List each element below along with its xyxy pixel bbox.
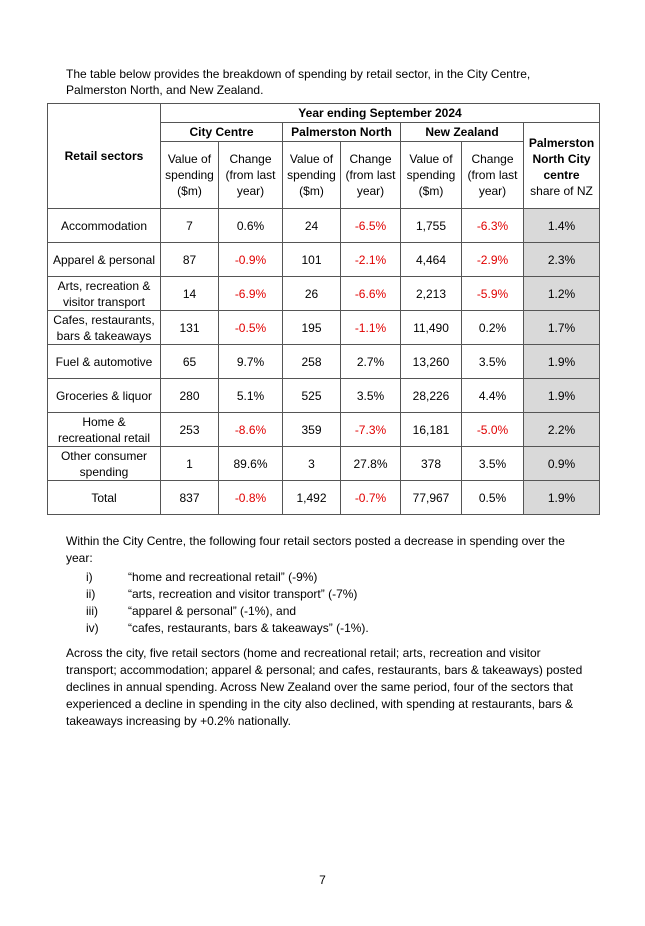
table-row	[48, 447, 600, 481]
table-row	[48, 311, 600, 345]
total-row	[48, 481, 600, 515]
pn-value-cell: 24	[283, 209, 341, 243]
cc-change-cell: -8.6%	[219, 413, 283, 447]
share-of-nz-cell: 0.9%	[524, 447, 600, 481]
group-header-palmerston-north: Palmerston North	[283, 123, 401, 142]
list-text: “cafes, restaurants, bars & takeaways” (-1%).	[128, 621, 369, 635]
pn-value-cell: 1,492	[283, 481, 341, 515]
decline-intro-paragraph: Within the City Centre, the following four retail sectors posted a decrease in spending over the year:	[66, 534, 565, 565]
sector-name-cell: Apparel & personal	[48, 243, 161, 277]
share-of-nz-cell: 1.4%	[524, 209, 600, 243]
nz-value-cell: 28,226	[401, 379, 462, 413]
table-row	[48, 277, 600, 311]
cc-change-cell: -0.8%	[219, 481, 283, 515]
pn-change-cell: -2.1%	[341, 243, 401, 277]
nz-value-header: Value of spending ($m)	[401, 142, 462, 209]
list-text: “apparel & personal” (-1%), and	[128, 604, 297, 618]
cc-change-cell: -0.9%	[219, 243, 283, 277]
nz-change-cell: -5.0%	[462, 413, 524, 447]
nz-change-cell: 3.5%	[462, 447, 524, 481]
intro-paragraph: The table below provides the breakdown of spending by retail sector, in the City Centre, Palmerston North, and New Zealand.	[66, 67, 531, 97]
cc-value-cell: 87	[161, 243, 219, 277]
sector-name-cell: Total	[48, 481, 161, 515]
pn-change-header: Change (from last year)	[341, 142, 401, 209]
sector-name-cell: Cafes, restaurants, bars & takeaways	[48, 311, 161, 345]
pn-value-cell: 258	[283, 345, 341, 379]
list-item	[86, 603, 369, 620]
sector-name-cell: Groceries & liquor	[48, 379, 161, 413]
cc-value-cell: 837	[161, 481, 219, 515]
nz-value-cell: 11,490	[401, 311, 462, 345]
pn-change-cell: -6.6%	[341, 277, 401, 311]
sector-column-header: Retail sectors	[48, 104, 161, 209]
list-number: ii)	[86, 587, 96, 601]
table-row	[48, 243, 600, 277]
list-item	[86, 620, 369, 637]
pn-change-cell: -1.1%	[341, 311, 401, 345]
share-of-nz-cell: 2.3%	[524, 243, 600, 277]
share-of-nz-cell: 1.9%	[524, 481, 600, 515]
page-number: 7	[319, 873, 326, 887]
cc-value-cell: 253	[161, 413, 219, 447]
nz-value-cell: 4,464	[401, 243, 462, 277]
cc-value-header: Value of spending ($m)	[161, 142, 219, 209]
share-of-nz-cell: 1.2%	[524, 277, 600, 311]
pn-value-cell: 26	[283, 277, 341, 311]
sector-name-cell: Home & recreational retail	[48, 413, 161, 447]
share-of-nz-cell: 1.9%	[524, 345, 600, 379]
period-header: Year ending September 2024	[161, 104, 600, 123]
pn-value-cell: 3	[283, 447, 341, 481]
pn-value-cell: 195	[283, 311, 341, 345]
pn-value-cell: 525	[283, 379, 341, 413]
share-header-title: Palmerston North City centre	[528, 135, 595, 182]
nz-change-cell: -2.9%	[462, 243, 524, 277]
sector-name-cell: Accommodation	[48, 209, 161, 243]
nz-change-cell: -5.9%	[462, 277, 524, 311]
closing-paragraph: Across the city, five retail sectors (home and recreational retail; arts, recreation and visitor transport; accommodation; apparel & personal; and cafes, restaurants, bars & takeaways) posted declines in annual spending. Across New Zealand over the same period, four of the sectors that experienced a decline in spending in the city also declined, with spending at restaurants, bars & takeaways increasing by +0.2% nationally.	[66, 646, 583, 728]
pn-value-cell: 359	[283, 413, 341, 447]
list-text: “home and recreational retail” (-9%)	[128, 570, 318, 584]
nz-change-cell: 0.2%	[462, 311, 524, 345]
retail-spending-table	[47, 103, 600, 515]
nz-value-cell: 77,967	[401, 481, 462, 515]
cc-value-cell: 14	[161, 277, 219, 311]
cc-value-cell: 131	[161, 311, 219, 345]
cc-change-cell: 89.6%	[219, 447, 283, 481]
table-row	[48, 345, 600, 379]
share-header-sub: share of NZ	[530, 183, 593, 198]
share-of-nz-cell: 1.7%	[524, 311, 600, 345]
table-row	[48, 209, 600, 243]
nz-change-cell: 3.5%	[462, 345, 524, 379]
nz-change-header: Change (from last year)	[462, 142, 524, 209]
pn-value-cell: 101	[283, 243, 341, 277]
cc-change-cell: 9.7%	[219, 345, 283, 379]
table-row	[48, 379, 600, 413]
cc-change-cell: -0.5%	[219, 311, 283, 345]
pn-change-cell: -0.7%	[341, 481, 401, 515]
sector-name-cell: Fuel & automotive	[48, 345, 161, 379]
cc-change-cell: 0.6%	[219, 209, 283, 243]
sector-name-cell: Arts, recreation & visitor transport	[48, 277, 161, 311]
pn-change-cell: -7.3%	[341, 413, 401, 447]
group-header-new-zealand: New Zealand	[401, 123, 524, 142]
list-text: “arts, recreation and visitor transport” (-7%)	[128, 587, 358, 601]
sector-name-cell: Other consumer spending	[48, 447, 161, 481]
cc-value-cell: 280	[161, 379, 219, 413]
table-body	[48, 209, 600, 515]
table-row	[48, 413, 600, 447]
pn-change-cell: 27.8%	[341, 447, 401, 481]
list-item	[86, 569, 369, 586]
group-header-city-centre: City Centre	[161, 123, 283, 142]
nz-value-cell: 378	[401, 447, 462, 481]
nz-change-cell: 4.4%	[462, 379, 524, 413]
pn-change-cell: -6.5%	[341, 209, 401, 243]
nz-value-cell: 2,213	[401, 277, 462, 311]
share-header	[524, 123, 600, 209]
list-number: iii)	[86, 604, 98, 618]
nz-change-cell: 0.5%	[462, 481, 524, 515]
list-item	[86, 586, 369, 603]
pn-value-header: Value of spending ($m)	[283, 142, 341, 209]
cc-value-cell: 65	[161, 345, 219, 379]
share-of-nz-cell: 1.9%	[524, 379, 600, 413]
pn-change-cell: 2.7%	[341, 345, 401, 379]
decline-list	[86, 569, 369, 637]
nz-value-cell: 16,181	[401, 413, 462, 447]
nz-change-cell: -6.3%	[462, 209, 524, 243]
list-number: i)	[86, 570, 93, 584]
pn-change-cell: 3.5%	[341, 379, 401, 413]
cc-value-cell: 7	[161, 209, 219, 243]
share-of-nz-cell: 2.2%	[524, 413, 600, 447]
cc-change-cell: 5.1%	[219, 379, 283, 413]
nz-value-cell: 13,260	[401, 345, 462, 379]
list-number: iv)	[86, 621, 99, 635]
cc-change-header: Change (from last year)	[219, 142, 283, 209]
cc-value-cell: 1	[161, 447, 219, 481]
nz-value-cell: 1,755	[401, 209, 462, 243]
cc-change-cell: -6.9%	[219, 277, 283, 311]
